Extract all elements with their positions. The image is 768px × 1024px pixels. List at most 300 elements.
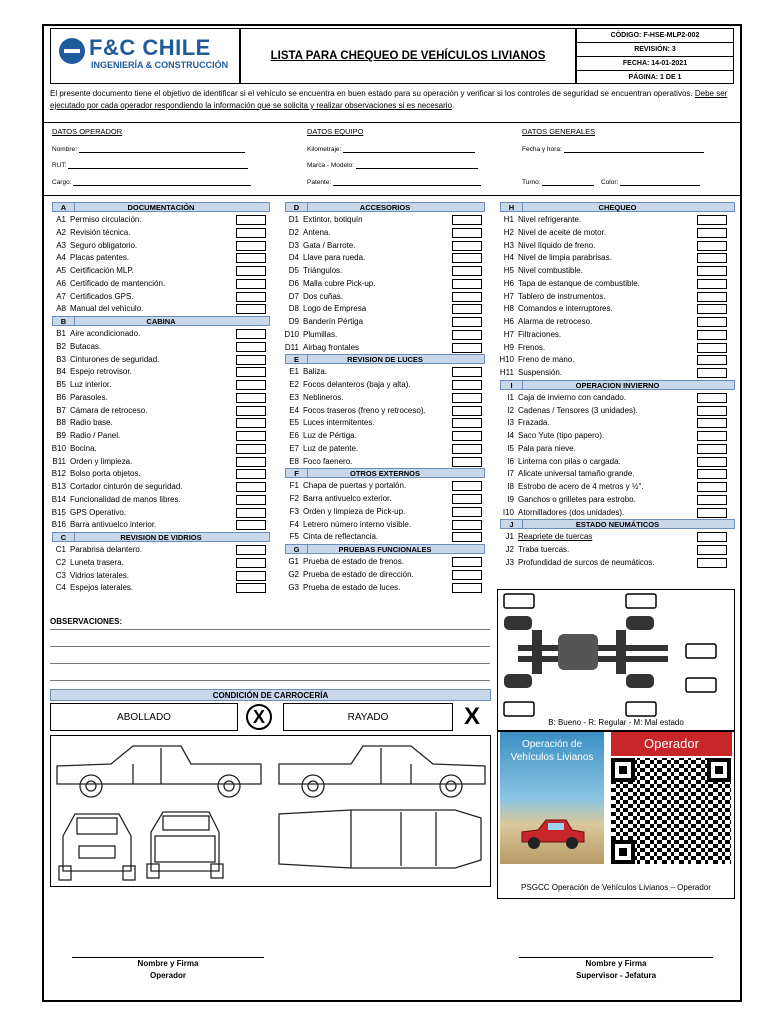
- item-checkbox[interactable]: [697, 393, 727, 403]
- item-checkbox[interactable]: [697, 355, 727, 365]
- item-label: Neblineros.: [303, 392, 344, 402]
- item-checkbox[interactable]: [236, 545, 266, 555]
- checklist-item: [46, 481, 183, 494]
- operador-signature: [72, 958, 264, 982]
- item-label: Luneta trasera.: [70, 557, 124, 567]
- item-checkbox[interactable]: [697, 545, 727, 555]
- item-code: B2: [56, 341, 66, 351]
- marca-modelo-field[interactable]: [307, 161, 478, 169]
- item-checkbox[interactable]: [452, 507, 482, 517]
- chassis-drawing: [498, 590, 736, 720]
- item-label: Tablero de instrumentos.: [518, 291, 606, 301]
- item-checkbox[interactable]: [452, 266, 482, 276]
- checklist-item: [46, 405, 147, 418]
- divider: [44, 122, 740, 123]
- checklist-item: [279, 278, 375, 291]
- item-checkbox[interactable]: [697, 368, 727, 378]
- item-code: E2: [289, 380, 299, 389]
- item-code: D10: [284, 329, 299, 339]
- item-checkbox[interactable]: [452, 292, 482, 302]
- item-checkbox[interactable]: [697, 431, 727, 441]
- item-checkbox[interactable]: [236, 520, 266, 530]
- item-code: A5: [56, 266, 66, 275]
- item-checkbox[interactable]: [236, 266, 266, 276]
- item-code: G1: [288, 557, 299, 566]
- abollado-marker[interactable]: [238, 703, 280, 731]
- item-checkbox[interactable]: [452, 494, 482, 504]
- item-checkbox[interactable]: [236, 583, 266, 593]
- checklist-item: [279, 342, 359, 355]
- item-label: Permiso circulación.: [70, 215, 142, 224]
- item-code: J2: [505, 545, 514, 554]
- supervisor-signature: [519, 958, 713, 982]
- item-checkbox[interactable]: [236, 393, 266, 403]
- item-label: Manual del vehículo.: [70, 304, 144, 314]
- item-code: H1: [503, 215, 514, 224]
- observaciones-line[interactable]: [50, 629, 490, 630]
- cargo-label: Cargo:: [52, 179, 72, 186]
- item-label: Cinturones de seguridad.: [70, 354, 160, 364]
- section-heading-e: [285, 354, 485, 364]
- qr-caption: PSGCC Operación de Vehículos Livianos – Operador: [521, 883, 711, 892]
- item-label: GPS Operativo.: [70, 507, 127, 517]
- rayado-mark-icon[interactable]: X: [463, 703, 480, 730]
- item-checkbox[interactable]: [236, 558, 266, 568]
- item-label: Aire acondicionado.: [70, 329, 141, 338]
- item-code: B10: [51, 443, 66, 453]
- item-code: D3: [288, 240, 299, 250]
- item-checkbox[interactable]: [697, 469, 727, 479]
- item-checkbox[interactable]: [697, 330, 727, 340]
- item-code: F3: [289, 506, 299, 516]
- item-checkbox[interactable]: [236, 355, 266, 365]
- section-heading-c: [52, 532, 270, 542]
- section-letter: A: [53, 203, 75, 211]
- item-label: Certificación MLP.: [70, 266, 134, 275]
- item-code: B11: [52, 456, 66, 466]
- checklist-item: [494, 456, 621, 469]
- item-checkbox[interactable]: [452, 330, 482, 340]
- section-letter: E: [286, 355, 308, 363]
- intro-instruction: Debe ser ejecutado por cada operador respondiendo la información que se solicita y realizar observaciones si es necesario: [50, 89, 728, 110]
- section-heading-h: [500, 202, 735, 212]
- item-code: I7: [507, 469, 514, 479]
- item-checkbox[interactable]: [236, 495, 266, 505]
- supervisor-signature-label: Nombre y Firma: [585, 959, 647, 968]
- turno-label: Turno:: [522, 179, 541, 186]
- intro-end: .: [452, 101, 455, 110]
- item-checkbox[interactable]: [236, 571, 266, 581]
- item-checkbox[interactable]: [236, 279, 266, 289]
- section-letter: I: [501, 381, 523, 389]
- item-code: I4: [507, 431, 514, 440]
- item-checkbox[interactable]: [236, 482, 266, 492]
- item-code: F2: [289, 494, 299, 503]
- checklist-item: [494, 316, 592, 329]
- item-label: Bocina.: [70, 443, 97, 453]
- checklist-item: [494, 531, 592, 544]
- kilometraje-label: Kilometraje:: [307, 146, 342, 153]
- item-checkbox[interactable]: [452, 532, 482, 542]
- item-code: B5: [56, 380, 66, 389]
- item-checkbox[interactable]: [452, 343, 482, 353]
- item-checkbox[interactable]: [452, 444, 482, 454]
- item-label: Atornilladores (dos unidades).: [518, 507, 625, 517]
- item-checkbox[interactable]: [452, 481, 482, 491]
- item-label: Plumillas.: [303, 329, 338, 339]
- checklist-item: [279, 556, 404, 569]
- item-checkbox[interactable]: [697, 495, 727, 505]
- checklist-item: [494, 329, 561, 342]
- item-checkbox[interactable]: [697, 418, 727, 428]
- checklist-item: [46, 392, 108, 405]
- checklist-item: [494, 367, 562, 380]
- checklist-item: [494, 342, 545, 355]
- item-checkbox[interactable]: [236, 418, 266, 428]
- checklist-item: [279, 519, 411, 532]
- checklist-item: [46, 303, 143, 316]
- checklist-item: [279, 379, 411, 392]
- item-checkbox[interactable]: [236, 292, 266, 302]
- item-checkbox[interactable]: [697, 241, 727, 251]
- item-checkbox[interactable]: [697, 292, 727, 302]
- checklist-item: [279, 480, 406, 493]
- item-checkbox[interactable]: [697, 228, 727, 238]
- item-code: H3: [503, 240, 514, 250]
- section-title: ACCESORIOS: [359, 203, 411, 212]
- nombre-field[interactable]: [52, 145, 245, 153]
- item-code: I1: [507, 392, 514, 402]
- item-checkbox[interactable]: [697, 253, 727, 263]
- checklist-item: [494, 417, 550, 430]
- item-checkbox[interactable]: [452, 241, 482, 251]
- red-pickup-icon: [518, 816, 588, 852]
- item-checkbox[interactable]: [236, 342, 266, 352]
- item-code: D1: [288, 215, 299, 224]
- checklist-item: [494, 303, 613, 316]
- item-checkbox[interactable]: [452, 570, 482, 580]
- item-code: J1: [505, 532, 514, 542]
- item-checkbox[interactable]: [236, 367, 266, 377]
- item-checkbox[interactable]: [236, 304, 266, 314]
- item-checkbox[interactable]: [452, 418, 482, 428]
- item-checkbox[interactable]: [697, 508, 727, 518]
- item-label: Orden y limpieza de Pick-up.: [303, 506, 406, 516]
- logo-emblem-icon: [59, 38, 85, 64]
- item-label: Tapa de estanque de combustible.: [518, 278, 640, 288]
- item-code: D6: [288, 278, 299, 288]
- item-checkbox[interactable]: [236, 508, 266, 518]
- item-label: Nivel de aceite de motor.: [518, 227, 607, 237]
- qr-finder: [707, 758, 731, 782]
- checklist-item: [279, 291, 343, 304]
- item-code: E8: [289, 456, 299, 466]
- qr-finder: [611, 840, 635, 864]
- section-letter: D: [286, 203, 308, 211]
- item-code: D4: [288, 253, 299, 263]
- rut-field[interactable]: [52, 161, 248, 169]
- item-checkbox[interactable]: [452, 215, 482, 225]
- item-label: Saco Yute (tipo papero).: [518, 431, 605, 440]
- checklist-item: [46, 519, 156, 532]
- item-checkbox[interactable]: [452, 304, 482, 314]
- section-letter: B: [53, 317, 75, 325]
- item-label: Foco faenero.: [303, 456, 353, 466]
- item-checkbox[interactable]: [452, 253, 482, 263]
- checklist-item: [46, 456, 132, 469]
- checklist-item: [46, 570, 129, 583]
- cargo-field[interactable]: [52, 178, 251, 186]
- item-checkbox[interactable]: [452, 380, 482, 390]
- checklist-item: [46, 544, 142, 557]
- item-checkbox[interactable]: [452, 393, 482, 403]
- item-label: Ganchos o grilletes para estrobo.: [518, 494, 636, 504]
- item-code: B12: [51, 469, 66, 479]
- item-code: E4: [289, 405, 299, 415]
- color-label: Color:: [601, 179, 619, 186]
- section-title: REVISION DE VIDRIOS: [120, 533, 202, 542]
- item-checkbox[interactable]: [236, 329, 266, 339]
- section-title: OPERACION INVIERNO: [575, 380, 660, 390]
- item-code: H8: [503, 304, 514, 314]
- checklist-item: [494, 507, 624, 520]
- marca-modelo-label: Marca - Modelo:: [307, 162, 354, 169]
- item-checkbox[interactable]: [236, 406, 266, 416]
- item-checkbox[interactable]: [697, 317, 727, 327]
- rayado-label: RAYADO: [283, 703, 453, 731]
- item-label: Cámara de retroceso.: [70, 405, 148, 415]
- item-code: B7: [56, 405, 66, 415]
- checklist-item: [494, 557, 655, 570]
- item-checkbox[interactable]: [697, 215, 727, 225]
- item-code: I2: [507, 405, 514, 415]
- item-code: B15: [51, 507, 66, 517]
- neumaticos-diagram[interactable]: [497, 589, 735, 731]
- item-code: I9: [507, 494, 514, 504]
- item-code: A7: [56, 291, 66, 301]
- item-code: H6: [503, 317, 514, 326]
- item-label: Frazada.: [518, 418, 550, 428]
- item-checkbox[interactable]: [452, 520, 482, 530]
- item-code: H6: [503, 278, 514, 288]
- section-letter: J: [501, 520, 523, 528]
- section-heading-a: [52, 202, 270, 212]
- item-label: Seguro obligatorio.: [70, 240, 138, 250]
- item-label: Orden y limpieza.: [70, 456, 133, 466]
- item-code: H7: [503, 329, 514, 339]
- item-code: G2: [288, 569, 299, 579]
- item-code: G3: [288, 582, 299, 592]
- item-label: Espejo retrovisor.: [70, 367, 132, 377]
- checklist-item: [279, 227, 331, 240]
- item-label: Gata / Barrote.: [303, 240, 356, 250]
- section-title: REVISION DE LUCES: [347, 355, 423, 365]
- item-label: Traba tuercas.: [518, 545, 570, 554]
- observaciones-line[interactable]: [50, 646, 490, 647]
- datos-equipo-heading: DATOS EQUIPO: [307, 127, 364, 136]
- item-code: A2: [56, 227, 66, 237]
- item-checkbox[interactable]: [236, 215, 266, 225]
- item-code: I3: [507, 418, 514, 428]
- item-checkbox[interactable]: [452, 406, 482, 416]
- checklist-item: [279, 456, 352, 469]
- item-checkbox[interactable]: [452, 557, 482, 567]
- item-checkbox[interactable]: [697, 406, 727, 416]
- item-checkbox[interactable]: [452, 583, 482, 593]
- item-checkbox[interactable]: [236, 241, 266, 251]
- checklist-item: [46, 265, 134, 278]
- item-code: H9: [503, 342, 514, 352]
- item-code: I5: [507, 443, 514, 453]
- observaciones-line[interactable]: [50, 680, 490, 681]
- item-label: Llave para rueda.: [303, 253, 366, 263]
- carroceria-diagram[interactable]: [50, 735, 491, 887]
- section-title: DOCUMENTACIÓN: [127, 203, 195, 212]
- checklist-item: [279, 316, 363, 329]
- vehiculo-thumbnail[interactable]: [500, 732, 604, 864]
- section-title: CABINA: [146, 317, 176, 326]
- document-revision: REVISIÓN: 3: [577, 43, 733, 57]
- item-checkbox[interactable]: [697, 343, 727, 353]
- item-label: Profundidad de surcos de neumáticos.: [518, 557, 655, 567]
- item-code: F5: [289, 532, 299, 542]
- logo-name: F&C CHILE: [89, 35, 211, 60]
- checklist-item: [494, 430, 604, 443]
- item-label: Reapriete de tuercas: [518, 532, 593, 542]
- item-label: Banderín Pértiga: [303, 317, 364, 326]
- item-checkbox[interactable]: [697, 532, 727, 542]
- item-checkbox[interactable]: [697, 558, 727, 568]
- item-label: Antena.: [303, 227, 331, 237]
- item-checkbox[interactable]: [697, 457, 727, 467]
- checklist-item: [279, 265, 342, 278]
- item-label: Airbag frontales: [303, 342, 360, 352]
- datos-operador-heading: DATOS OPERADOR: [52, 127, 123, 136]
- item-checkbox[interactable]: [452, 367, 482, 377]
- fecha-hora-field[interactable]: [522, 145, 704, 153]
- observaciones-line[interactable]: [50, 663, 490, 664]
- item-checkbox[interactable]: [236, 431, 266, 441]
- item-code: H5: [503, 266, 514, 275]
- item-label: Radio / Panel.: [70, 431, 121, 440]
- fecha-hora-label: Fecha y hora:: [522, 146, 562, 153]
- item-label: Revisión técnica.: [70, 227, 131, 237]
- item-checkbox[interactable]: [236, 228, 266, 238]
- patente-field[interactable]: [307, 178, 481, 186]
- color-field[interactable]: [601, 178, 700, 186]
- checklist-item: [279, 405, 426, 418]
- section-heading-i: [500, 380, 735, 390]
- section-heading-f: [285, 468, 485, 478]
- item-label: Pala para nieve.: [518, 443, 576, 453]
- checklist-item: [279, 443, 358, 456]
- item-label: Certificado de mantención.: [70, 278, 166, 288]
- item-code: B1: [56, 329, 66, 338]
- item-code: E7: [289, 443, 299, 453]
- section-title: ESTADO NEUMÁTICOS: [575, 520, 660, 530]
- thumbnail-title-line2: Vehículos Livianos: [510, 752, 594, 763]
- document-code: CÓDIGO: F-HSE-MLP2-002: [577, 29, 733, 43]
- kilometraje-field[interactable]: [307, 145, 475, 153]
- item-code: H7: [503, 291, 514, 301]
- item-checkbox[interactable]: [452, 228, 482, 238]
- qr-code-icon[interactable]: [611, 758, 731, 864]
- item-checkbox[interactable]: [697, 444, 727, 454]
- item-label: Nivel refrigerante.: [518, 215, 582, 224]
- item-code: E5: [289, 418, 299, 428]
- item-label: Luz de patente.: [303, 443, 359, 453]
- checklist-item: [494, 405, 638, 418]
- checklist-item: [46, 214, 142, 227]
- item-label: Linterna con pilas o cargada.: [518, 456, 621, 466]
- item-label: Luz interior.: [70, 380, 112, 389]
- item-code: B8: [56, 418, 66, 428]
- checklist-item: [279, 531, 378, 544]
- operador-signature-label: Nombre y Firma: [137, 959, 199, 968]
- item-checkbox[interactable]: [236, 380, 266, 390]
- condicion-carroceria-heading: CONDICIÓN DE CARROCERÍA: [50, 689, 491, 701]
- item-label: Focos traseros (freno y retroceso).: [303, 405, 426, 415]
- item-code: D9: [288, 317, 299, 326]
- checklist-item: [46, 417, 113, 430]
- checklist-item: [279, 366, 327, 379]
- item-code: F1: [289, 481, 299, 491]
- divider: [44, 195, 740, 196]
- item-checkbox[interactable]: [697, 482, 727, 492]
- checklist-item: [279, 303, 366, 316]
- item-label: Parasoles.: [70, 392, 108, 402]
- item-checkbox[interactable]: [452, 279, 482, 289]
- item-label: Luz de Pértiga.: [303, 431, 357, 440]
- turno-field[interactable]: [522, 178, 594, 186]
- item-checkbox[interactable]: [236, 457, 266, 467]
- item-checkbox[interactable]: [236, 444, 266, 454]
- item-checkbox[interactable]: [697, 266, 727, 276]
- item-checkbox[interactable]: [236, 469, 266, 479]
- item-code: J3: [505, 557, 514, 567]
- item-checkbox[interactable]: [452, 457, 482, 467]
- item-checkbox[interactable]: [697, 279, 727, 289]
- section-title: OTROS EXTERNOS: [349, 469, 420, 479]
- section-heading-b: [52, 316, 270, 326]
- checklist-item: [46, 507, 126, 520]
- item-checkbox[interactable]: [452, 317, 482, 327]
- document-codes: [576, 28, 734, 84]
- item-code: E3: [289, 392, 299, 402]
- item-label: Prueba de estado de dirección.: [303, 569, 414, 579]
- item-checkbox[interactable]: [697, 304, 727, 314]
- checklist-item: [494, 291, 606, 304]
- checklist-item: [494, 443, 576, 456]
- item-label: Freno de mano.: [518, 355, 575, 365]
- item-label: Chapa de puertas y portalón.: [303, 481, 407, 491]
- item-checkbox[interactable]: [452, 431, 482, 441]
- item-label: Focos delanteros (baja y alta).: [303, 380, 411, 389]
- item-checkbox[interactable]: [236, 253, 266, 263]
- checklist-item: [494, 481, 644, 494]
- pickup-outline-drawings: [51, 736, 492, 888]
- item-label: Nivel combustible.: [518, 266, 583, 275]
- checklist-item: [494, 214, 581, 227]
- thumbnail-title-line1: Operación de: [521, 739, 583, 750]
- document-page: PÁGINA: 1 DE 1: [628, 74, 682, 81]
- item-code: B3: [56, 354, 66, 364]
- checklist-item: [46, 379, 111, 392]
- checklist-item: [46, 557, 124, 570]
- item-label: Cortador cinturón de seguridad.: [70, 482, 183, 491]
- checklist-item: [279, 430, 357, 443]
- item-label: Malla cubre Pick-up.: [303, 278, 376, 288]
